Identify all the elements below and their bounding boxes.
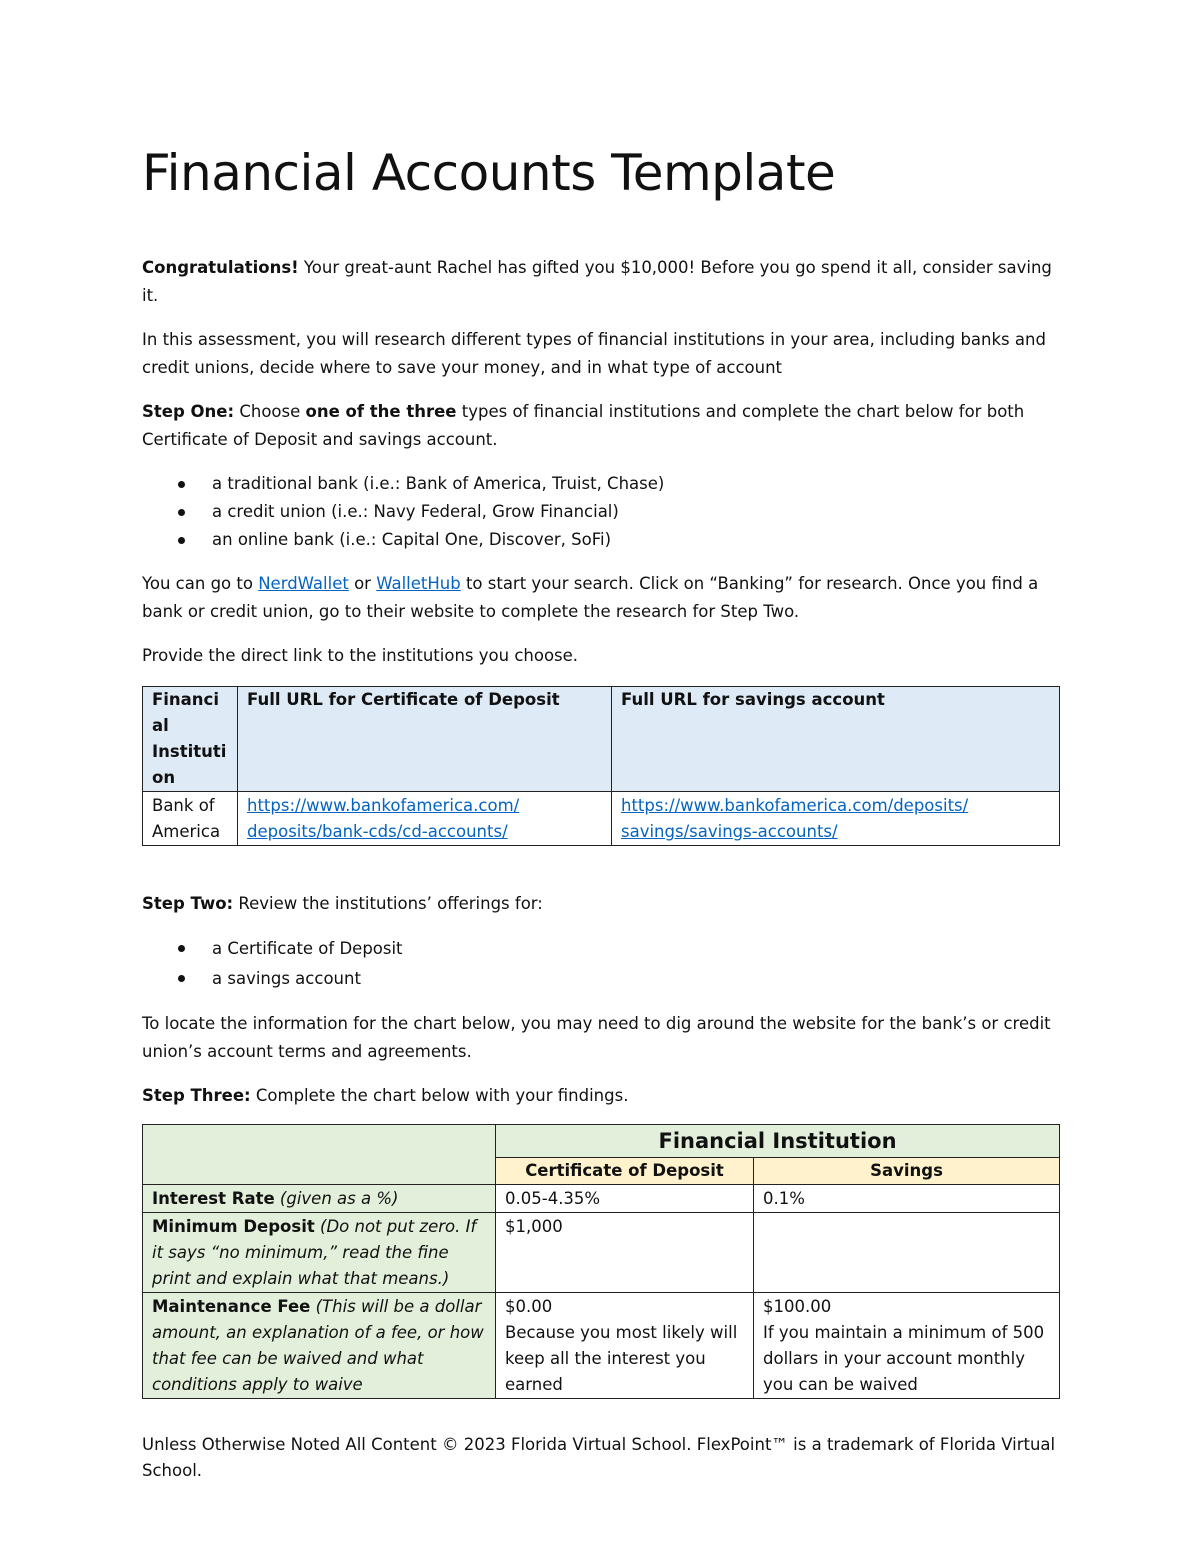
url-header-savings: Full URL for savings account [612,687,1060,792]
fee-note: Because you most likely will keep all the interest you earned [505,1323,738,1394]
url-table-header-row [143,687,1060,792]
savings-url-line-2: savings/savings-accounts/ [621,822,838,841]
congrats-text: Your great-aunt Rachel has gifted you $10,000! Before you go spend it all, consider saving it. [142,258,1052,305]
table-row [143,1293,1060,1399]
maintenance-fee-cd [496,1293,754,1399]
fee-amount: $100.00 [763,1297,832,1316]
list-item: a Certificate of Deposit [142,934,1060,964]
row-label: Minimum Deposit [152,1217,315,1236]
footer-copyright: Unless Otherwise Noted All Content © 2023 Florida Virtual School. FlexPoint™ is a trademark of Florida Virtual School. [142,1435,1056,1480]
findings-header: Financial Institution [496,1125,1060,1158]
document-content [142,138,1060,1399]
row-note: (Do not put zero. If it says “no minimum,” read the fine print and explain what that means.) [152,1217,477,1288]
minimum-deposit-savings [754,1213,1060,1293]
url-header-institution [143,687,238,792]
row-label: Maintenance Fee [152,1297,311,1316]
cd-url-line-1: https://www.bankofamerica.com/ [247,796,520,815]
url-cd-cell [238,792,612,846]
cd-url-line-2: deposits/bank-cds/cd-accounts/ [247,822,508,841]
header-line: Financi [152,690,219,709]
header-line: al [152,716,169,735]
list-item: an online bank (i.e.: Capital One, Discover, SoFi) [142,526,1060,554]
intro-congrats [142,254,1060,310]
list-item: a savings account [142,964,1060,994]
fee-note: If you maintain a minimum of 500 dollars in your account monthly you can be waived [763,1323,1045,1394]
search-text-a: You can go to [142,574,259,593]
url-table [142,686,1060,846]
row-label: Interest Rate [152,1189,275,1208]
fee-amount: $0.00 [505,1297,553,1316]
table-row [143,1185,1060,1213]
step-one-text-b: types of financial institutions and complete the chart below for both Certificate of Deposit and savings account. [142,402,1025,449]
step-one-instructions [142,398,1060,454]
interest-rate-savings: 0.1% [754,1185,1060,1213]
url-institution-name: Bank of America [143,792,238,846]
findings-col-savings: Savings [754,1158,1060,1185]
congrats-bold: Congratulations! [142,258,299,277]
step-three-label: Step Three: [142,1086,251,1105]
findings-header-row [143,1125,1060,1158]
search-text-b: to start your search. Click on “Banking” for research. Once you find a bank or credit union, go to their website to complete the research for Step Two. [142,574,1039,621]
step-one-text-a: Choose [234,402,306,421]
step-one-label: Step One: [142,402,235,421]
nerdwallet-link[interactable]: NerdWallet [258,574,349,593]
list-item: a traditional bank (i.e.: Bank of America, Truist, Chase) [142,470,1060,498]
step-two-label: Step Two: [142,894,234,913]
savings-url-line-1: https://www.bankofamerica.com/deposits/ [621,796,969,815]
interest-rate-cd: 0.05-4.35% [496,1185,754,1213]
minimum-deposit-label [143,1213,496,1293]
table-row [143,792,1060,846]
minimum-deposit-cd: $1,000 [496,1213,754,1293]
search-text-or: or [348,574,377,593]
step-three-instructions [142,1082,1060,1110]
savings-url-link[interactable] [621,796,968,841]
findings-col-cd: Certificate of Deposit [496,1158,754,1185]
header-line: Instituti [152,742,227,761]
table-row [143,1213,1060,1293]
locate-instructions: To locate the information for the chart below, you may need to dig around the website for the bank’s or credit union’s account terms and agreements. [142,1014,1051,1061]
step-three-text: Complete the chart below with your findings. [250,1086,629,1105]
findings-table [142,1124,1060,1399]
wallethub-link[interactable]: WalletHub [376,574,461,593]
list-item: a credit union (i.e.: Navy Federal, Grow Financial) [142,498,1060,526]
maintenance-fee-savings [754,1293,1060,1399]
maintenance-fee-label [143,1293,496,1399]
cd-url-link[interactable] [247,796,519,841]
interest-rate-label [143,1185,496,1213]
header-line: on [152,768,176,787]
page-title: Financial Accounts Template [142,144,836,202]
findings-corner-cell [143,1125,496,1185]
institution-type-list [142,470,1060,554]
provide-instructions: Provide the direct link to the institutions you choose. [142,646,579,665]
row-note: (This will be a dollar amount, an explanation of a fee, or how that fee can be waived and what conditions apply to waive [152,1297,484,1394]
step-two-instructions [142,890,1060,918]
intro-assessment: In this assessment, you will research different types of financial institutions in your area, including banks and credit unions, decide where to save your money, and in what type of account [142,330,1046,377]
search-instructions [142,570,1060,626]
row-note: (given as a %) [274,1189,399,1208]
step-two-text: Review the institutions’ offerings for: [233,894,543,913]
url-header-cd: Full URL for Certificate of Deposit [238,687,612,792]
step-one-bold: one of the three [305,402,457,421]
offerings-list [142,934,1060,994]
url-savings-cell [612,792,1060,846]
